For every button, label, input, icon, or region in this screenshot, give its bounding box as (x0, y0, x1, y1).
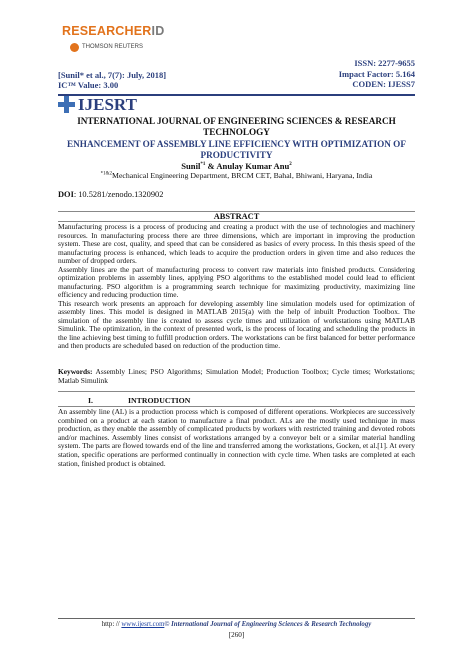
journal-name: INTERNATIONAL JOURNAL OF ENGINEERING SCIENCES & RESEARCH TECHNOLOGY (77, 116, 396, 137)
brand-name: IJESRT (78, 95, 137, 114)
author-2-sup: 2 (289, 162, 292, 168)
impact-factor: Impact Factor: 5.164 (338, 68, 415, 79)
section-heading (58, 396, 415, 406)
author-1-sup: *1 (200, 162, 206, 168)
footer (58, 621, 415, 628)
abstract-body (58, 223, 415, 351)
doi (58, 190, 163, 199)
logo-sub-text: THOMSON REUTERS (82, 44, 144, 50)
keywords-text: Assembly Lines; PSO Algorithms; Simulation Model; Production Toolbox; Cycle times; Workstations; Matlab Simulink (58, 367, 415, 385)
author-separator: & (205, 161, 217, 171)
header-left (58, 70, 166, 90)
plus-logo-icon (58, 96, 75, 113)
page-number: [260] (228, 631, 245, 639)
ic-value: IC™ Value: 3.00 (58, 80, 119, 90)
logo-main-id: ID (151, 24, 165, 38)
doi-label: DOI (58, 190, 74, 199)
footer-url-prefix: http: // (101, 621, 122, 628)
logo-main-text: RESEARCHER (62, 24, 152, 38)
keywords (58, 368, 415, 386)
abstract-paragraph: This research work presents an approach for developing assembly line simulation models used for optimization of assembly lines. This model is designed in MATLAB 2015(a) with the help of inbuilt Production Toolbox. The simulation of the assembly line is created to assess cycle times and utilization of workstations using MATLAB Simulink. The optimization, in the context of presented work, is the process of locating and scheduling the products in the line achieving best timing to fulfill production orders. The workstations can be first balanced for better performance and then products are scheduled based on reduction of the production time. (58, 298, 415, 350)
section-title: INTRODUCTION (128, 396, 191, 405)
authors (58, 161, 415, 171)
doi-value[interactable]: : 10.5281/zenodo.1320902 (73, 190, 164, 199)
footer-copyright: © International Journal of Engineering Sciences & Research Technology (164, 621, 372, 628)
introduction-body: An assembly line (AL) is a production process which is composed of different operations. Workpieces are successively combined on a product at each station to manufacture a final product. ALs are the mostly used technique in mass production, as they enable the assembly of complicated products by workers with restricted training and devoted robots and/or machines. Assembly lines consist of workstations arranged by a conveyor belt or a similar material handling system. The parts are flowed towards end of the line and transferred among the workstations, Gocken, et al.[1]. At every station, specific operations are performed continually in connection with cycle time. When tasks are completed at each station, finished product is obtained. (58, 407, 415, 468)
journal-url-link[interactable]: www.ijesrt.com (121, 621, 165, 628)
abstract-paragraph: Manufacturing process is a process of producing and creating a product with the use of technologies and machinery resources. In manufacturing process there are three dimensions, which are important in improving the production system. These are cost, quality, and speed that can be considered as basics of every process. In this thesis speed of the manufacturing process is enhanced, which leads to acquire the production orders in given time and also reduces the number of dropped orders. (58, 222, 415, 265)
coden: CODEN: IJESS7 (352, 79, 415, 89)
journal-brand (58, 95, 178, 117)
affiliation-sup: *1&2 (100, 171, 113, 177)
author-1: Sunil (181, 161, 201, 171)
author-2: Anulay Kumar Anu (216, 161, 290, 171)
abstract-paragraph: Assembly lines are the part of manufacturing process to convert raw materials into finished products. Considering optimization problems in assembly lines, applying PSO algorithms to the established model could lead to efficient manufacturing. PSO algorithm is a programming search technique for maximizing productivity, maximizing line efficiency and reducing production time. (58, 264, 415, 299)
abstract-heading: ABSTRACT (58, 211, 415, 222)
affiliation-text: Mechanical Engineering Department, BRCM CET, Bahal, Bhiwani, Haryana, India (112, 171, 373, 180)
section-number: I. (88, 396, 93, 405)
citation-line: [Sunil* et al., 7(7): July, 2018] (58, 70, 167, 80)
keywords-label: Keywords: (58, 367, 93, 376)
header-right (339, 58, 415, 90)
footer-rule (58, 618, 415, 619)
keywords-rule (58, 391, 415, 392)
affiliation (58, 171, 415, 180)
thomson-reuters-icon (70, 43, 79, 52)
issn: ISSN: 2277-9655 (354, 58, 415, 68)
researcherid-logo (62, 24, 212, 66)
paper-title: ENHANCEMENT OF ASSEMBLY LINE EFFICIENCY WITH OPTIMIZATION OF PRODUCTIVITY (67, 139, 406, 160)
